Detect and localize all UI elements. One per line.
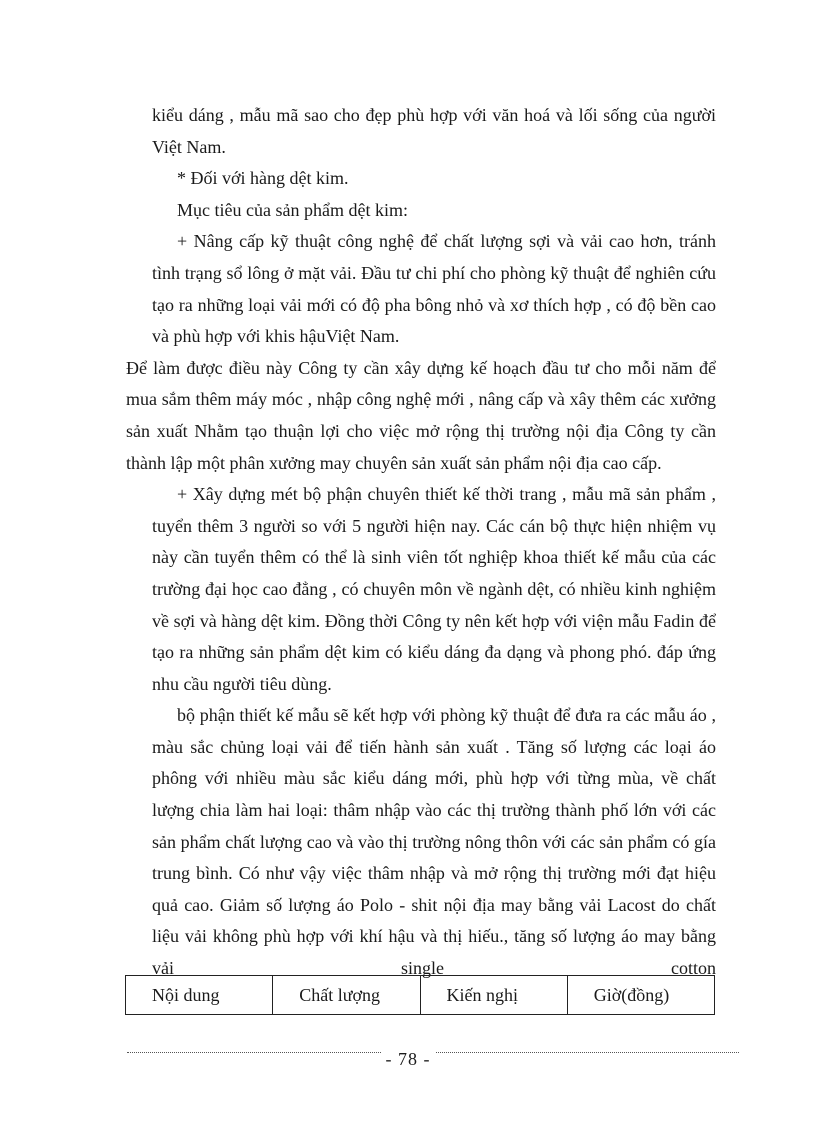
table-header-cell: Nội dung — [126, 976, 273, 1015]
table-header-cell: Giờ(đồng) — [567, 976, 714, 1015]
paragraph: + Nâng cấp kỹ thuật công nghệ để chất lượng sợi và vải cao hơn, tránh tình trạng sổ lông ở mặt vải. Đầu tư chi phí cho phòng kỹ thuật để nghiên cứu tạo ra những loại vải mới có độ pha bông nhỏ và xơ thích hợp , có độ bền cao và phù hợp với khis hậuViệt Nam. — [152, 231, 716, 347]
content-table-wrapper — [125, 975, 715, 1015]
page-number — [0, 1049, 816, 1069]
table-header-cell: Chất lượng — [273, 976, 420, 1015]
table-header-cell: Kiến nghị — [420, 976, 567, 1015]
paragraph: kiểu dáng , mẫu mã sao cho đẹp phù hợp với văn hoá và lối sống của người Việt Nam. — [152, 105, 716, 157]
body-text — [126, 100, 716, 985]
paragraph: bộ phận thiết kế mẫu sẽ kết hợp với phòng kỹ thuật để đưa ra các mẫu áo , màu sắc chủng loại vải để tiến hành sản xuất . Tăng số lượng các loại áo phông với nhiều màu sắc kiểu dáng mới, phù hợp với từng mùa, về chất lượng chia làm hai loại: thâm nhập vào các thị trường thành phố lớn với các sản phẩm chất lượng cao và vào thị trường nông thôn với các sản phẩm có gía trung bình. Có như vậy việc thâm nhập và mở rộng thị trường mới đạt hiệu quả cao. Giảm số lượng áo Polo - shit nội địa may bằng vải Lacost do chất liệu vải không phù hợp với khí hậu và thị hiếu., tăng số lượng áo may bằng vải single cotton — [152, 705, 716, 979]
paragraph: Để làm được điều này Công ty cần xây dựng kế hoạch đầu tư cho mỗi năm để mua sắm thêm máy móc , nhập công nghệ mới , nâng cấp và xây thêm các xưởng sản xuất Nhằm tạo thuận lợi cho việc mở rộng thị trường nội địa Công ty cần thành lập một phân xưởng may chuyên sản xuất sản phẩm nội địa cao cấp. — [126, 357, 716, 473]
paragraph-heading: * Đối với hàng dệt kim. — [177, 168, 349, 189]
paragraph: + Xây dựng mét bộ phận chuyên thiết kế thời trang , mẫu mã sản phẩm , tuyển thêm 3 người so với 5 người hiện nay. Các cán bộ thực hiện nhiệm vụ này cần tuyển thêm có thể là sinh viên tốt nghiệp khoa thiết kế mẫu của các trường đại học cao đẳng , có chuyên môn về ngành dệt, có nhiều kinh nghiệm về sợi và hàng dệt kim. Đồng thời Công ty nên kết hợp với viện mẫu Fadin để tạo ra những sản phẩm dệt kim có kiểu dáng đa dạng và phong phó. đáp ứng nhu cầu người tiêu dùng. — [152, 484, 716, 694]
paragraph-heading: Mục tiêu của sản phẩm dệt kim: — [177, 199, 408, 220]
content-table — [125, 975, 715, 1015]
table-header-row — [126, 976, 715, 1015]
page-number-label: - 78 - — [382, 1049, 435, 1069]
